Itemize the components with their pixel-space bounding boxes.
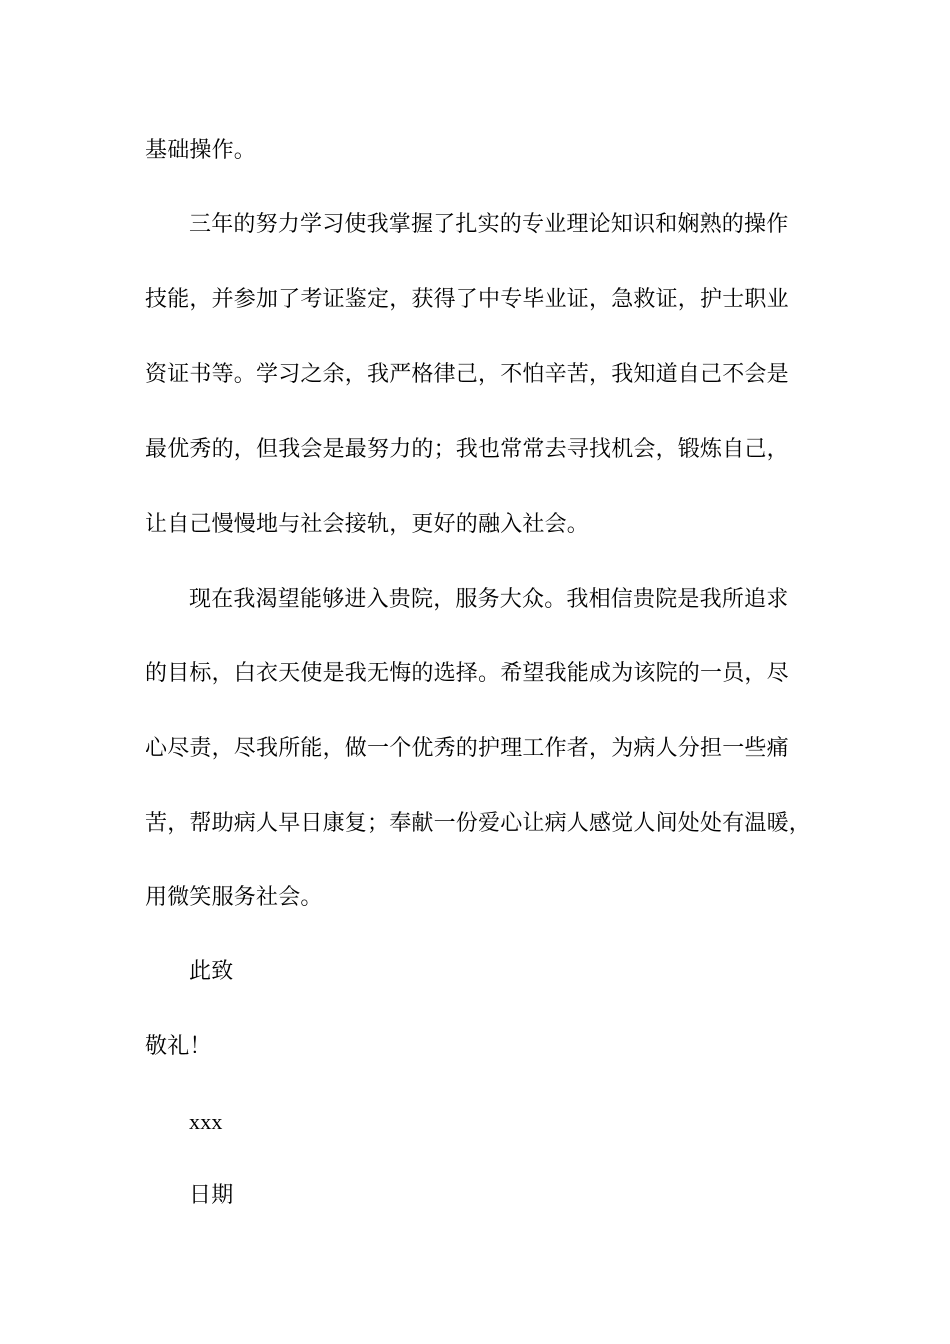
paragraph-line: 现在我渴望能够进入贵院，服务大众。我相信贵院是我所追求 xyxy=(189,587,789,612)
closing-regards: 敬礼！ xyxy=(145,1034,212,1059)
signature-name: xxx xyxy=(189,1109,223,1134)
paragraph-line: 心尽责，尽我所能，做一个优秀的护理工作者，为病人分担一些痛 xyxy=(145,736,789,761)
paragraph-line: 苦，帮助病人早日康复；奉献一份爱心让病人感觉人间处处有温暖， xyxy=(145,811,812,836)
paragraph-line: 用微笑服务社会。 xyxy=(145,885,323,910)
paragraph-line: 最优秀的，但我会是最努力的；我也常常去寻找机会，锻炼自己， xyxy=(145,437,789,462)
signature-date: 日期 xyxy=(189,1183,234,1208)
paragraph-line: 的目标，白衣天使是我无悔的选择。希望我能成为该院的一员，尽 xyxy=(145,661,789,686)
paragraph-line: 让自己慢慢地与社会接轨，更好的融入社会。 xyxy=(145,512,590,537)
paragraph-line: 三年的努力学习使我掌握了扎实的专业理论知识和娴熟的操作 xyxy=(189,212,789,237)
paragraph-line: 基础操作。 xyxy=(145,138,257,163)
paragraph-line: 资证书等。学习之余，我严格律己，不怕辛苦，我知道自己不会是 xyxy=(145,362,789,387)
closing-salutation: 此致 xyxy=(189,959,234,984)
paragraph-line: 技能，并参加了考证鉴定，获得了中专毕业证，急救证，护士职业 xyxy=(145,287,789,312)
